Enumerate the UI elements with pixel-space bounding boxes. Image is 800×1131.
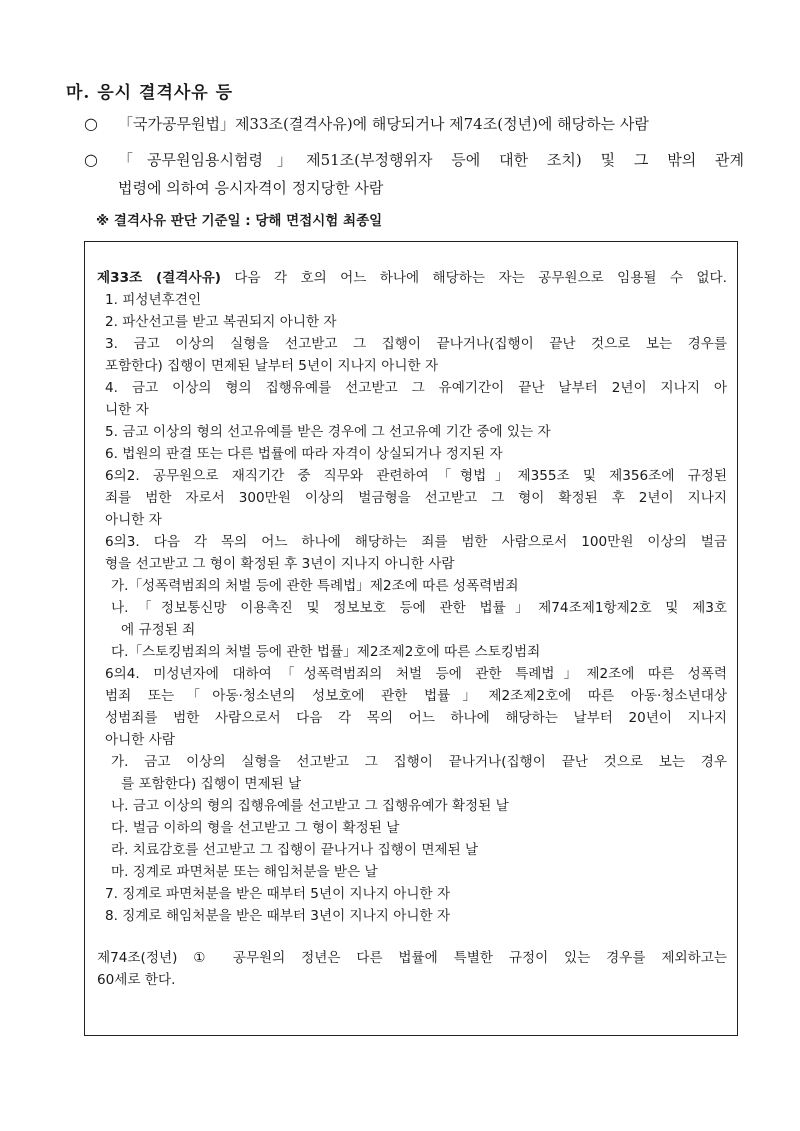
clause-6-2-cont: 아니한 자: [105, 512, 162, 528]
clause-6-4-cont: 아니한 사람: [105, 732, 175, 748]
law-excerpt-text: [97, 267, 727, 991]
clause-6-3-item-ga: 가.「성폭력범죄의 처벌 등에 관한 특례법」제2조에 따른 성폭력범죄: [111, 578, 519, 594]
clause-6-4-item-ma: 마. 징계로 파면처분 또는 해임처분을 받은 날: [111, 864, 378, 880]
article-33-heading: 제33조 (결격사유): [97, 270, 221, 286]
clause-6-3-item-da: 다.「스토킹범죄의 처벌 등에 관한 법률」제2조제2호에 따른 스토킹범죄: [111, 644, 541, 660]
clause-6-4-cont: 성범죄를 범한 사람으로서 다음 각 목의 어느 하나에 해당하는 날부터 20년이 지나지: [105, 710, 727, 726]
clause-6-2: 6의2. 공무원으로 재직기간 중 직무와 관련하여「형법」제355조 및 제356조에 규정된: [105, 468, 727, 484]
clause-4-cont: 니한 자: [105, 402, 149, 418]
clause-2: 2. 파산선고를 받고 복권되지 아니한 자: [105, 314, 337, 330]
clause-6-4-cont: 범죄 또는「아동·청소년의 성보호에 관한 법률」제2조제2호에 따른 아동·청소년대상: [105, 688, 727, 704]
clause-6: 6. 법원의 판결 또는 다른 법률에 따라 자격이 상실되거나 정지된 자: [105, 446, 503, 462]
bullet-item-2: [84, 146, 764, 202]
bullet-text: 「공무원임용시험령」제51조(부정행위자 등에 대한 조치) 및 그 밖의 관계: [118, 151, 744, 169]
clause-6-3-cont: 형을 선고받고 그 형이 확정된 후 3년이 지나지 아니한 사람: [105, 556, 455, 572]
clause-6-4-item-da: 다. 벌금 이하의 형을 선고받고 그 형이 확정된 날: [111, 820, 400, 836]
spacer: [97, 927, 727, 947]
clause-6-4-item-ga: 가. 금고 이상의 실형을 선고받고 그 집행이 끝나거나(집행이 끝난 것으로 보는 경우: [111, 754, 727, 770]
section-title: 마. 응시 결격사유 등: [66, 83, 234, 103]
clause-3: 3. 금고 이상의 실형을 선고받고 그 집행이 끝나거나(집행이 끝난 것으로 보는 경우를: [105, 336, 727, 352]
article-33-intro: 제33조 (결격사유) 다음 각 호의 어느 하나에 해당하는 자는 공무원으로 임용될 수 없다.: [97, 270, 727, 286]
bullet-text: 「국가공무원법」제33조(결격사유)에 해당되거나 제74조(정년)에 해당하는 사람: [118, 115, 649, 133]
article-74: 제74조(정년) ① 공무원의 정년은 다른 법률에 특별한 규정이 있는 경우를 제외하고는: [97, 950, 727, 966]
clause-6-3-item-na-cont: 에 규정된 죄: [121, 622, 196, 638]
clause-4: 4. 금고 이상의 형의 집행유예를 선고받고 그 유예기간이 끝난 날부터 2년이 지나지 아: [105, 380, 727, 396]
clause-3-cont: 포함한다) 집행이 면제된 날부터 5년이 지나지 아니한 자: [105, 358, 439, 374]
clause-6-4-item-ga-cont: 를 포함한다) 집행이 면제된 날: [121, 776, 302, 792]
clause-6-4-item-ra: 라. 치료감호를 선고받고 그 집행이 끝나거나 집행이 면제된 날: [111, 842, 479, 858]
bullet-item-1: [84, 110, 764, 138]
clause-6-3: 6의3. 다음 각 목의 어느 하나에 해당하는 죄를 범한 사람으로서 100만원 이상의 벌금: [105, 534, 727, 550]
bullet-text-continued: 법령에 의하여 응시자격이 정지당한 사람: [118, 179, 384, 197]
article-74-cont: 60세로 한다.: [97, 972, 176, 988]
clause-6-4-item-na: 나. 금고 이상의 형의 집행유예를 선고받고 그 집행유예가 확정된 날: [111, 798, 509, 814]
clause-8: 8. 징계로 해임처분을 받은 때부터 3년이 지나지 아니한 자: [105, 908, 451, 924]
clause-7: 7. 징계로 파면처분을 받은 때부터 5년이 지나지 아니한 자: [105, 886, 451, 902]
clause-6-2-cont: 죄를 범한 자로서 300만원 이상의 벌금형을 선고받고 그 형이 확정된 후 2년이 지나지: [105, 490, 727, 506]
law-excerpt-box: [84, 241, 738, 1036]
clause-1: 1. 피성년후견인: [105, 292, 202, 308]
circle-bullet-icon: ○: [84, 150, 98, 169]
reference-date-note: ※ 결격사유 판단 기준일 : 당해 면접시험 최종일: [96, 213, 383, 229]
clause-6-3-item-na: 나.「정보통신망 이용촉진 및 정보보호 등에 관한 법률」제74조제1항제2호 및 제3호: [111, 600, 727, 616]
clause-6-4: 6의4. 미성년자에 대하여「성폭력범죄의 처벌 등에 관한 특례법」제2조에 따른 성폭력: [105, 666, 727, 682]
circle-bullet-icon: ○: [84, 114, 98, 133]
clause-5: 5. 금고 이상의 형의 선고유예를 받은 경우에 그 선고유예 기간 중에 있는 자: [105, 424, 551, 440]
